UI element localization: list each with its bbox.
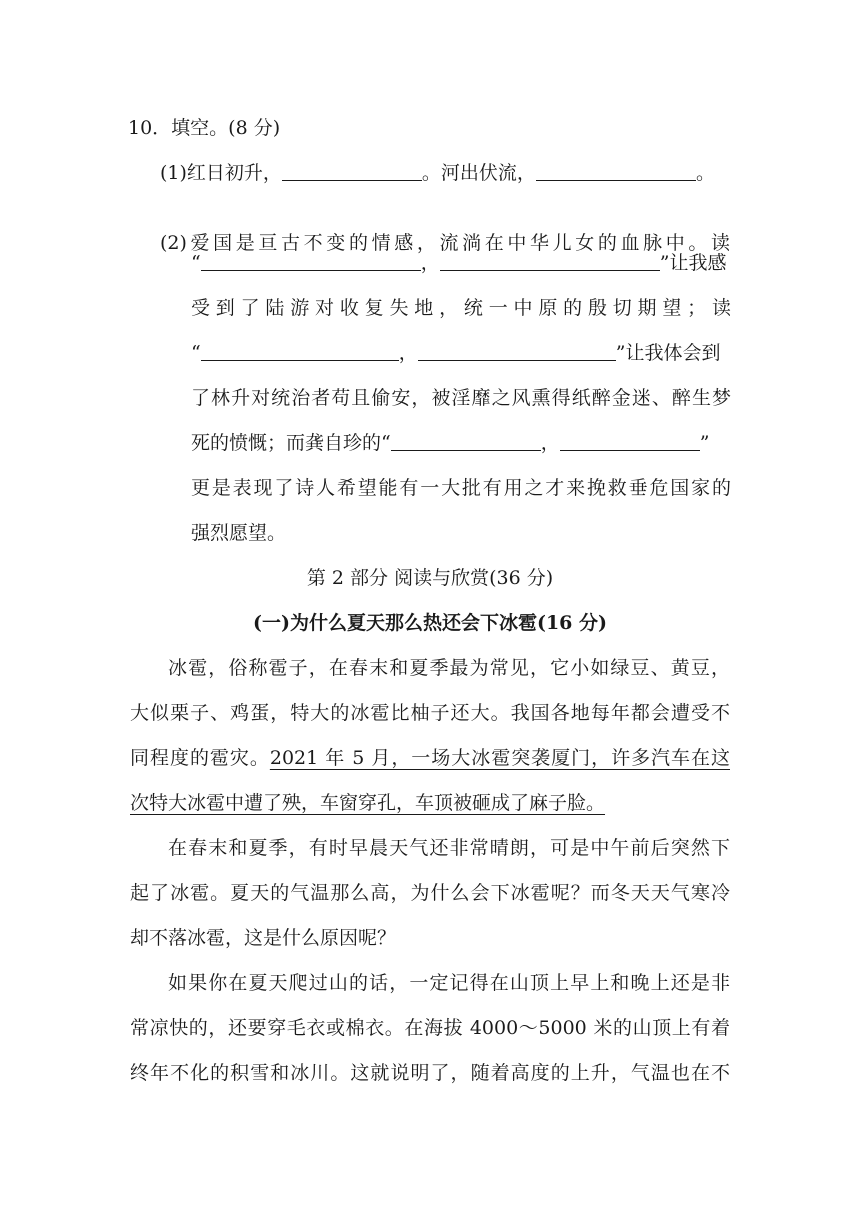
article-p2-line-3: 却不落冰雹，这是什么原因呢？ — [130, 927, 397, 949]
article-p1-line-3 — [130, 743, 730, 773]
answer-blank-1[interactable] — [282, 160, 422, 181]
sub2-line-4 — [191, 338, 720, 368]
article-text: 同程度的雹灾。 — [130, 747, 270, 769]
article-p3-line-1: 如果你在夏天爬过山的话，一定记得在山顶上早上和晚上还是非 — [168, 972, 730, 994]
article-p2-line-2: 起了冰雹。夏天的气温那么高，为什么会下冰雹呢？而冬天天气寒冷 — [130, 882, 730, 904]
article-p1-line-4 — [130, 788, 605, 818]
open-quote: “ — [191, 342, 201, 364]
article-p1-line-1: 冰雹，俗称雹子，在春末和夏季最为常见，它小如绿豆、黄豆， — [168, 657, 730, 679]
answer-blank-8[interactable] — [560, 430, 700, 451]
sub2-line-6 — [191, 428, 709, 458]
question-10-sub1 — [160, 158, 715, 188]
comma: ， — [540, 432, 560, 454]
article-p3-line-3: 终年不化的积雪和冰川。这就说明了，随着高度的上升，气温也在不 — [130, 1062, 730, 1084]
question-10-title: 10．填空。(8 分) — [128, 117, 281, 139]
comma: ， — [420, 252, 440, 274]
answer-blank-5[interactable] — [201, 340, 399, 361]
line-tail-text: ”让我体会到 — [615, 342, 721, 364]
article-p2-line-1: 在春末和夏季，有时早晨天气还非常晴朗，可是中午前后突然下 — [168, 837, 730, 859]
sub2-line-3: 受到了陆游对收复失地，统一中原的殷切期望；读 — [191, 297, 731, 319]
sub1-text-a: (1)红日初升， — [160, 162, 282, 184]
sub1-text-b: 。河出伏流， — [421, 162, 536, 184]
comma: ， — [398, 342, 418, 364]
underlined-sentence: 次特大冰雹中遭了殃，车窗穿孔，车顶被砸成了麻子脸。 — [130, 792, 606, 814]
sub2-line-2 — [191, 248, 726, 278]
sub2-line-5: 了林升对统治者苟且偷安，被淫靡之风熏得纸醉金迷、醉生梦 — [191, 387, 731, 409]
answer-blank-2[interactable] — [536, 160, 696, 181]
underlined-sentence: 2021 年 5 月，一场大冰雹突袭厦门，许多汽车在这 — [269, 747, 730, 769]
answer-blank-3[interactable] — [201, 250, 421, 271]
close-quote: ” — [699, 432, 710, 454]
sub2-line-7: 更是表现了诗人希望能有一大批有用之才来挽救垂危国家的 — [191, 477, 731, 499]
sub2-line-8: 强烈愿望。 — [191, 522, 287, 544]
part2-heading: 第 2 部分 阅读与欣赏(36 分) — [306, 567, 554, 589]
sub2-line-1: (2)爱国是亘古不变的情感，流淌在中华儿女的血脉中。读 — [160, 232, 730, 254]
article-p1-line-2: 大似栗子、鸡蛋，特大的冰雹比柚子还大。我国各地每年都会遭受不 — [130, 702, 730, 724]
line-tail-text: ”让我感 — [659, 252, 727, 274]
answer-blank-4[interactable] — [440, 250, 660, 271]
section-title: (一)为什么夏天那么热还会下冰雹(16 分) — [252, 612, 607, 634]
sub1-text-c: 。 — [695, 162, 715, 184]
answer-blank-6[interactable] — [418, 340, 616, 361]
answer-blank-7[interactable] — [391, 430, 541, 451]
open-quote: “ — [191, 252, 201, 274]
article-p3-line-2: 常凉快的，还要穿毛衣或棉衣。在海拔 4000～5000 米的山顶上有着 — [130, 1017, 730, 1039]
line-head-text: 死的愤慨；而龚自珍的“ — [191, 432, 391, 454]
